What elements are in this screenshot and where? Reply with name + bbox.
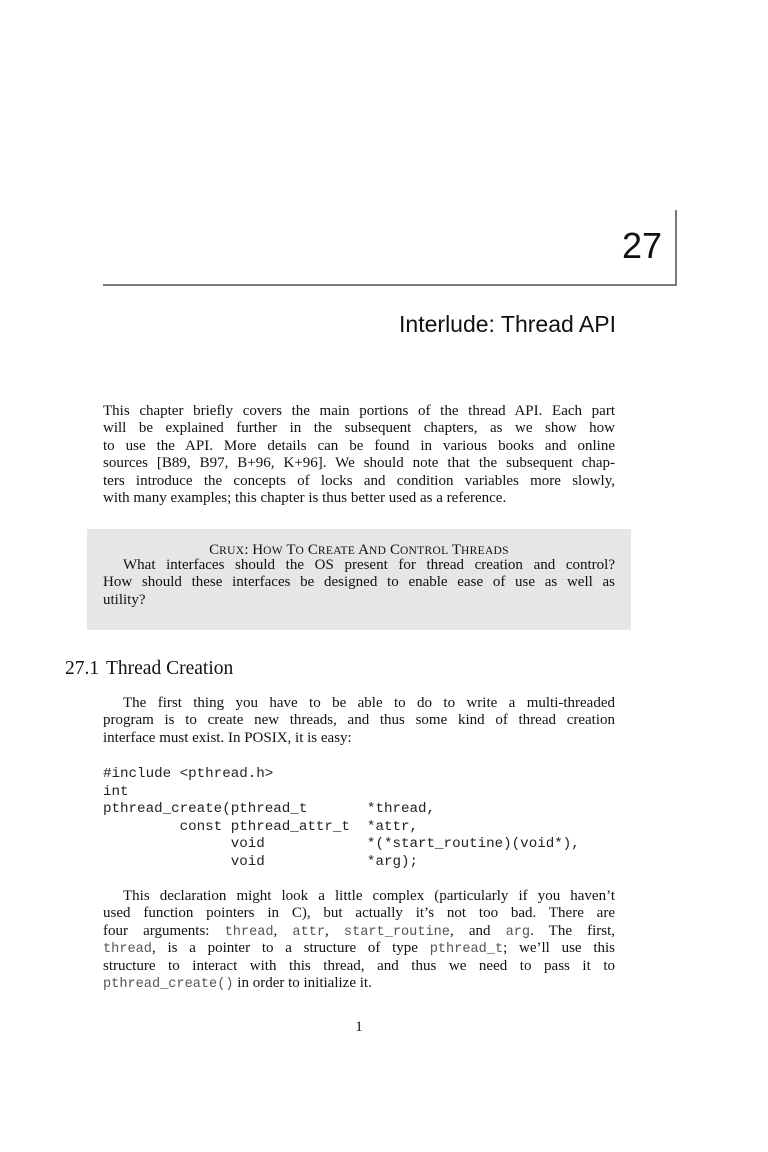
crux-line: How should these interfaces be designed to enable ease of use as well as [103, 574, 615, 591]
crux-text [103, 557, 615, 609]
section-heading [65, 657, 233, 681]
section-title: Thread Creation [106, 658, 234, 679]
inline-code: pthread_create() [103, 976, 234, 992]
section-line: The first thing you have to be able to do to write a multi-threaded [123, 695, 615, 711]
inline-code: thread [103, 942, 152, 958]
explanation-line: used function pointers in C), but actually it’s not too bad. There are [103, 905, 615, 922]
intro-line: This chapter briefly covers the main portions of the thread API. Each part [103, 403, 615, 419]
intro-line: with many examples; this chapter is thus better used as a reference. [103, 489, 507, 506]
code-line: void *(*start_routine)(void*), [103, 836, 580, 853]
explanation-line: structure to interact with this thread, and thus we need to pass it to [103, 957, 615, 974]
intro-line: ters introduce the concepts of locks and condition variables more slowly, [103, 472, 615, 489]
code-line: #include <pthread.h> [103, 766, 274, 782]
explanation-line: thread, is a pointer to a structure of type pthread_t; we’ll use this [103, 940, 615, 958]
inline-code: thread [224, 924, 274, 940]
intro-line: sources [B89, B97, B+96, K+96]. We should note that the subsequent chap- [103, 455, 615, 472]
crux-line: utility? [103, 591, 146, 608]
intro-paragraph [103, 403, 615, 507]
page-number: 1 [355, 1019, 363, 1035]
inline-code: pthread_t [429, 942, 504, 958]
intro-line: will be explained further in the subsequent chapters, as we show how [103, 420, 615, 437]
code-block [103, 766, 580, 872]
explanation-paragraph [103, 888, 615, 992]
chapter-vertical-rule [675, 210, 677, 286]
chapter-title: Interlude: Thread API [399, 311, 616, 337]
explanation-line: This declaration might look a little complex (particularly if you haven’t [123, 888, 615, 904]
chapter-horizontal-rule [103, 284, 677, 286]
explanation-line: four arguments: thread, attr, start_routine, and arg. The first, [103, 922, 616, 940]
code-line: int [103, 783, 129, 800]
crux-title: CRUX: HOW TO CREATE AND CONTROL THREADS [209, 542, 509, 558]
section-number: 27.1 [65, 658, 100, 679]
chapter-number: 27 [621, 225, 662, 266]
inline-code: arg [505, 924, 531, 940]
crux-line: What interfaces should the OS present for thread creation and control? [123, 557, 615, 573]
section-line: program is to create new threads, and thus some kind of thread creation [103, 712, 615, 729]
intro-line: to use the API. More details can be found in various books and online [103, 437, 615, 454]
explanation-line: pthread_create() in order to initialize it. [103, 974, 372, 992]
code-line: void *arg); [103, 853, 419, 870]
code-line: const pthread_attr_t *attr, [103, 818, 419, 835]
inline-code: attr [292, 924, 326, 940]
inline-code: start_routine [343, 924, 450, 940]
code-line: pthread_create(pthread_t *thread, [103, 801, 436, 818]
section-line: interface must exist. In POSIX, it is easy: [103, 729, 352, 746]
section-paragraph [103, 695, 615, 747]
